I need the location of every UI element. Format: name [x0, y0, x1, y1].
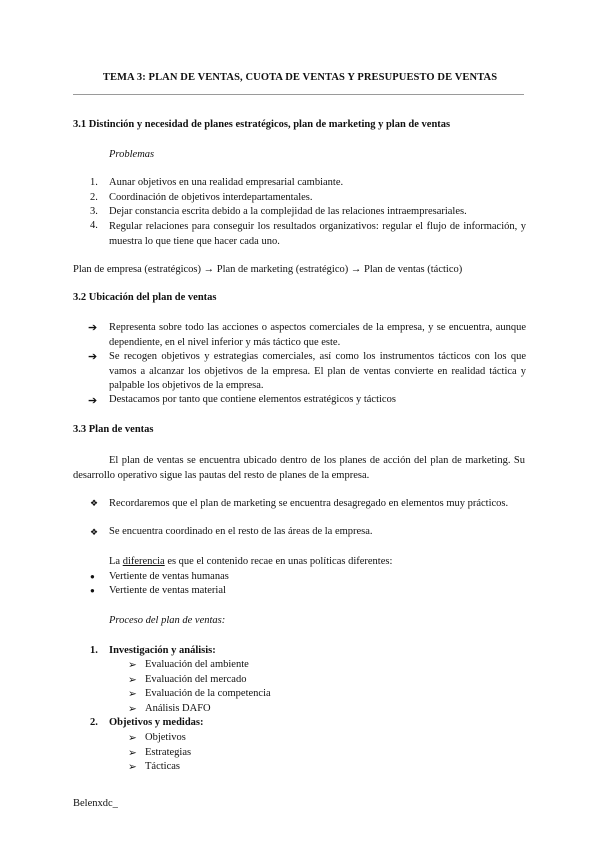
sub-item: Evaluación del mercado	[145, 674, 247, 685]
dot-item: Vertiente de ventas humanas	[109, 571, 229, 582]
sub-arrow-icon: ➢	[128, 660, 137, 671]
sub-item: Evaluación de la competencia	[145, 688, 271, 699]
difference-keyword: diferencia	[122, 556, 165, 567]
section-3-2-heading: 3.2 Ubicación del plan de ventas	[73, 292, 217, 303]
list-item: Regular relaciones para conseguir los resultados organizativos: regular el flujo de información, y muestra lo que tiene que hacer cada uno.	[109, 221, 526, 247]
step-title: Objetivos y medidas:	[109, 717, 204, 728]
footer-author: Belenxdc_	[73, 798, 118, 809]
dot-bullet-icon: ●	[90, 586, 95, 595]
list-item: Dejar constancia escrita debido a la complejidad de las relaciones intraempresariales.	[109, 206, 467, 217]
arrow-bullet-icon: ➔	[88, 322, 98, 334]
list-number: 1.	[90, 177, 98, 188]
sub-item: Evaluación del ambiente	[145, 659, 249, 670]
plan-hierarchy-flow: Plan de empresa (estratégicos) → Plan de marketing (estratégico) → Plan de ventas (táctico)	[73, 264, 463, 275]
step-number: 2.	[90, 717, 98, 728]
bullet-item: Destacamos por tanto que contiene elementos estratégicos y tácticos	[109, 394, 396, 405]
sub-arrow-icon: ➢	[128, 733, 137, 744]
bullet-item: Se recogen objetivos y estrategias comerciales, así como los instrumentos tácticos con los que vamos a alcanzar los objetivos de la empresa. El plan de ventas convierte en realidad táctica y palpable los objetivos de la empresa.	[109, 351, 526, 391]
sub-item: Análisis DAFO	[145, 703, 211, 714]
arrow-bullet-icon: ➔	[88, 351, 98, 363]
section-3-1-heading: 3.1 Distinción y necesidad de planes estratégicos, plan de marketing y plan de ventas	[73, 119, 451, 130]
sub-arrow-icon: ➢	[128, 675, 137, 686]
list-number: 4.	[90, 220, 98, 231]
dot-item: Vertiente de ventas material	[109, 585, 226, 596]
diamond-item: Se encuentra coordinado en el resto de las áreas de la empresa.	[109, 526, 373, 537]
title-divider	[73, 94, 524, 95]
sub-arrow-icon: ➢	[128, 704, 137, 715]
sub-arrow-icon: ➢	[128, 689, 137, 700]
list-number: 3.	[90, 206, 98, 217]
sub-arrow-icon: ➢	[128, 748, 137, 759]
section-3-3-heading: 3.3 Plan de ventas	[73, 424, 154, 435]
document-title: TEMA 3: PLAN DE VENTAS, CUOTA DE VENTAS Y PRESUPUESTO DE VENTAS	[102, 72, 498, 83]
problems-subheading: Problemas	[109, 149, 155, 160]
diamond-bullet-icon: ❖	[90, 498, 99, 508]
step-number: 1.	[90, 645, 98, 656]
sub-item: Tácticas	[145, 761, 180, 772]
list-item: Coordinación de objetivos interdepartamentales.	[109, 192, 313, 203]
dot-bullet-icon: ●	[90, 572, 95, 581]
difference-sentence: La diferencia es que el contenido recae en unas políticas diferentes:	[109, 556, 393, 567]
section-3-3-paragraph: El plan de ventas se encuentra ubicado dentro de los planes de acción del plan de marketing. Su desarrollo operativo sigue las pautas del resto de planes de la empresa.	[73, 455, 525, 481]
sub-item: Estrategias	[145, 747, 192, 758]
list-item: Aunar objetivos en una realidad empresarial cambiante.	[109, 177, 344, 188]
step-title: Investigación y análisis:	[109, 645, 216, 656]
sub-arrow-icon: ➢	[128, 762, 137, 773]
diamond-bullet-icon: ❖	[90, 527, 99, 537]
sub-item: Objetivos	[145, 732, 186, 743]
process-title: Proceso del plan de ventas:	[109, 615, 226, 626]
list-number: 2.	[90, 192, 98, 203]
bullet-item: Representa sobre todo las acciones o aspectos comerciales de la empresa, y se encuentra, aunque dependiente, en el nivel inferior y más táctico que este.	[109, 322, 526, 348]
arrow-bullet-icon: ➔	[88, 395, 98, 407]
diamond-item: Recordaremos que el plan de marketing se encuentra desagregado en elementos muy prácticos.	[109, 498, 509, 509]
